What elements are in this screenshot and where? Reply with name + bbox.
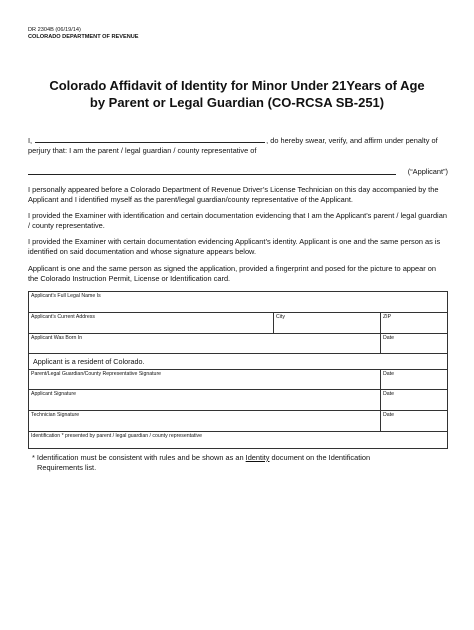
applicant-signature-date[interactable]: Date bbox=[381, 390, 448, 411]
paragraph-appearance: I personally appeared before a Colorado Department of Revenue Driver’s License Technician on this day accompanied by the Applicant and I identified myself as the parent/legal guardian/county representative of the Applicant. bbox=[28, 185, 439, 204]
identification-footnote bbox=[32, 453, 432, 473]
affirmation-prefix: I, bbox=[28, 136, 33, 145]
affirmation-suffix: , do hereby swear, verify, and affirm under penalty of bbox=[266, 136, 438, 145]
title-line-2: by Parent or Legal Guardian (CO-RCSA SB-251) bbox=[89, 95, 385, 110]
footnote-suffix: document on the Identification bbox=[269, 453, 371, 462]
form-number: DR 2304B (06/19/14) bbox=[28, 27, 81, 33]
paragraph-same-person: Applicant is one and the same person as signed the application, provided a fingerprint and posed for the picture to appear on the Colorado Instruction Permit, License or Identification card. bbox=[28, 264, 436, 283]
birth-date-field[interactable]: Date bbox=[381, 334, 448, 354]
full-name-field[interactable]: Applicant’s Full Legal Name Is bbox=[29, 292, 448, 313]
document-title bbox=[0, 77, 474, 111]
applicant-name-line bbox=[28, 167, 448, 177]
affirmation-line bbox=[28, 135, 448, 146]
technician-signature-date[interactable]: Date bbox=[381, 411, 448, 432]
identification-field[interactable]: Identification * presented by parent / legal guardian / county representative bbox=[29, 432, 448, 449]
footnote-prefix: * Identification must be consistent with rules and be shown as an bbox=[32, 453, 246, 462]
address-field[interactable]: Applicant’s Current Address bbox=[29, 313, 274, 334]
city-field[interactable]: City bbox=[274, 313, 381, 334]
applicant-signature-field[interactable]: Applicant Signature bbox=[29, 390, 381, 411]
form-header bbox=[28, 27, 139, 41]
identity-link[interactable]: Identity bbox=[245, 453, 270, 462]
paragraph-identification: I provided the Examiner with identification and certain documentation evidencing that I am the Applicant’s parent / legal guardian / county representative. bbox=[28, 211, 447, 230]
affirmation-line-2: perjury that: I am the parent / legal guardian / county representative of bbox=[28, 146, 257, 155]
guardian-signature-date[interactable]: Date bbox=[381, 370, 448, 390]
title-line-1: Colorado Affidavit of Identity for Minor Under 21Years of Age bbox=[49, 78, 425, 93]
applicant-name-blank[interactable] bbox=[28, 174, 396, 175]
birthplace-field[interactable]: Applicant Was Born In bbox=[29, 334, 381, 354]
footnote-line-1 bbox=[32, 453, 432, 463]
colorado-resident-statement: Applicant is a resident of Colorado. bbox=[29, 354, 448, 370]
parent-name-blank[interactable] bbox=[35, 135, 265, 143]
applicant-label: (“Applicant”) bbox=[407, 167, 448, 176]
technician-signature-field[interactable]: Technician Signature bbox=[29, 411, 381, 432]
affidavit-form-table bbox=[28, 291, 448, 449]
paragraph-documentation: I provided the Examiner with certain documentation evidencing Applicant’s identity. Applicant is one and the same person as is identified on said documentation and whose signature appears below. bbox=[28, 237, 441, 256]
guardian-signature-field[interactable]: Parent/Legal Guardian/County Representative Signature bbox=[29, 370, 381, 390]
zip-field[interactable]: ZIP bbox=[381, 313, 448, 334]
footnote-line-2: Requirements list. bbox=[37, 463, 97, 472]
department-name: COLORADO DEPARTMENT OF REVENUE bbox=[28, 34, 139, 40]
